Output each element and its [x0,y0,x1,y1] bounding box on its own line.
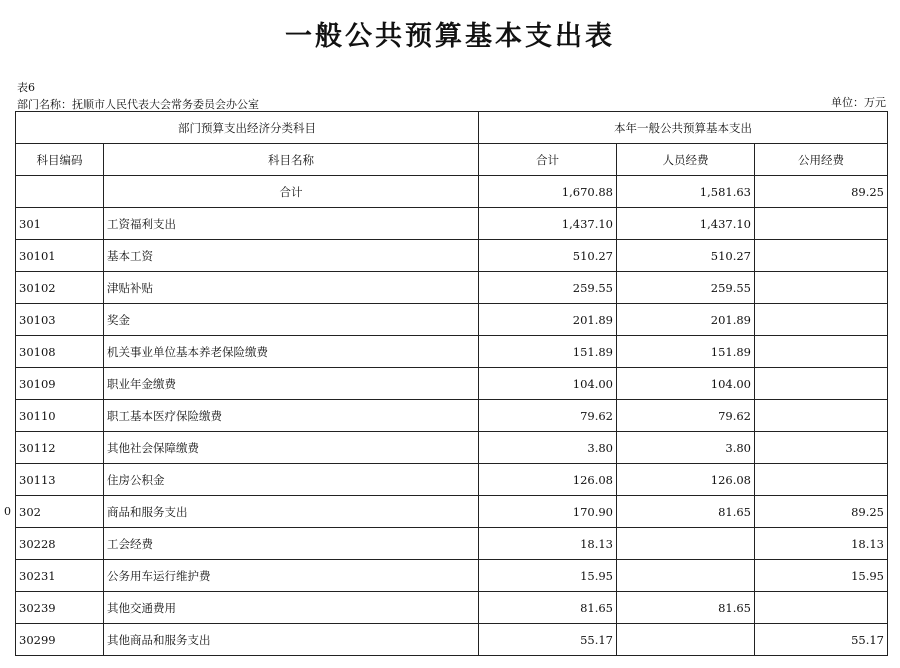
cell-public [755,368,888,400]
cell-total: 79.62 [479,400,617,432]
cell-code: 30112 [16,432,104,464]
table-row [16,432,888,464]
table-row [16,592,888,624]
cell-total: 170.90 [479,496,617,528]
cell-code: 30299 [16,624,104,656]
cell-public [755,272,888,304]
cell-public [755,336,888,368]
cell-personnel: 81.65 [617,496,755,528]
cell-name: 职工基本医疗保险缴费 [104,400,479,432]
cell-total: 15.95 [479,560,617,592]
cell-code: 30109 [16,368,104,400]
cell-public: 55.17 [755,624,888,656]
cell-total: 55.17 [479,624,617,656]
cell-personnel: 510.27 [617,240,755,272]
header-group-right: 本年一般公共预算基本支出 [479,112,888,144]
cell-public [755,208,888,240]
header-group-left: 部门预算支出经济分类科目 [16,112,479,144]
cell-total: 81.65 [479,592,617,624]
table-row [16,496,888,528]
department-name: 部门名称：抚顺市人民代表大会常务委员会办公室 [17,98,259,111]
table-row [16,336,888,368]
cell-code: 302 [16,496,104,528]
table-row [16,368,888,400]
cell-personnel: 201.89 [617,304,755,336]
cell-code: 30102 [16,272,104,304]
header-name: 科目名称 [104,144,479,176]
margin-mark: 0 [4,505,11,518]
cell-code [16,176,104,208]
header-personnel: 人员经费 [617,144,755,176]
cell-name: 工会经费 [104,528,479,560]
table-row [16,560,888,592]
cell-code: 301 [16,208,104,240]
unit-label: 单位：万元 [831,96,886,109]
cell-name: 住房公积金 [104,464,479,496]
cell-name: 基本工资 [104,240,479,272]
cell-personnel: 151.89 [617,336,755,368]
cell-name: 奖金 [104,304,479,336]
cell-code: 30239 [16,592,104,624]
table-row [16,272,888,304]
cell-total: 510.27 [479,240,617,272]
cell-total: 151.89 [479,336,617,368]
header-public: 公用经费 [755,144,888,176]
cell-total: 3.80 [479,432,617,464]
cell-public: 89.25 [755,176,888,208]
cell-name: 商品和服务支出 [104,496,479,528]
cell-personnel: 3.80 [617,432,755,464]
cell-total: 126.08 [479,464,617,496]
cell-total: 18.13 [479,528,617,560]
header-column-row [16,144,888,176]
cell-personnel: 126.08 [617,464,755,496]
cell-total: 259.55 [479,272,617,304]
cell-personnel: 104.00 [617,368,755,400]
cell-name: 职业年金缴费 [104,368,479,400]
table-number: 表6 [17,81,35,94]
cell-public [755,432,888,464]
table-row [16,304,888,336]
cell-code: 30108 [16,336,104,368]
cell-name: 工资福利支出 [104,208,479,240]
cell-code: 30228 [16,528,104,560]
cell-name: 津贴补贴 [104,272,479,304]
table-row [16,464,888,496]
cell-name: 公务用车运行维护费 [104,560,479,592]
cell-personnel: 1,437.10 [617,208,755,240]
cell-personnel: 81.65 [617,592,755,624]
cell-total: 201.89 [479,304,617,336]
cell-public: 15.95 [755,560,888,592]
cell-code: 30110 [16,400,104,432]
cell-name: 其他商品和服务支出 [104,624,479,656]
cell-total: 104.00 [479,368,617,400]
cell-personnel [617,560,755,592]
cell-name: 其他社会保障缴费 [104,432,479,464]
cell-public [755,304,888,336]
cell-total: 1,670.88 [479,176,617,208]
table-row [16,528,888,560]
cell-name: 合计 [104,176,479,208]
total-row [16,176,888,208]
cell-public: 89.25 [755,496,888,528]
cell-personnel [617,624,755,656]
cell-personnel: 79.62 [617,400,755,432]
header-total: 合计 [479,144,617,176]
budget-table [15,111,888,656]
cell-name: 机关事业单位基本养老保险缴费 [104,336,479,368]
cell-total: 1,437.10 [479,208,617,240]
cell-personnel [617,528,755,560]
header-code: 科目编码 [16,144,104,176]
cell-code: 30113 [16,464,104,496]
cell-public [755,464,888,496]
cell-code: 30101 [16,240,104,272]
header-group-row [16,112,888,144]
cell-personnel: 259.55 [617,272,755,304]
cell-public [755,400,888,432]
table-row [16,240,888,272]
cell-personnel: 1,581.63 [617,176,755,208]
cell-public: 18.13 [755,528,888,560]
cell-public [755,240,888,272]
page-title: 一般公共预算基本支出表 [285,21,615,52]
cell-name: 其他交通费用 [104,592,479,624]
cell-code: 30231 [16,560,104,592]
cell-public [755,592,888,624]
table-row [16,400,888,432]
cell-code: 30103 [16,304,104,336]
table-row [16,208,888,240]
table-row [16,624,888,656]
